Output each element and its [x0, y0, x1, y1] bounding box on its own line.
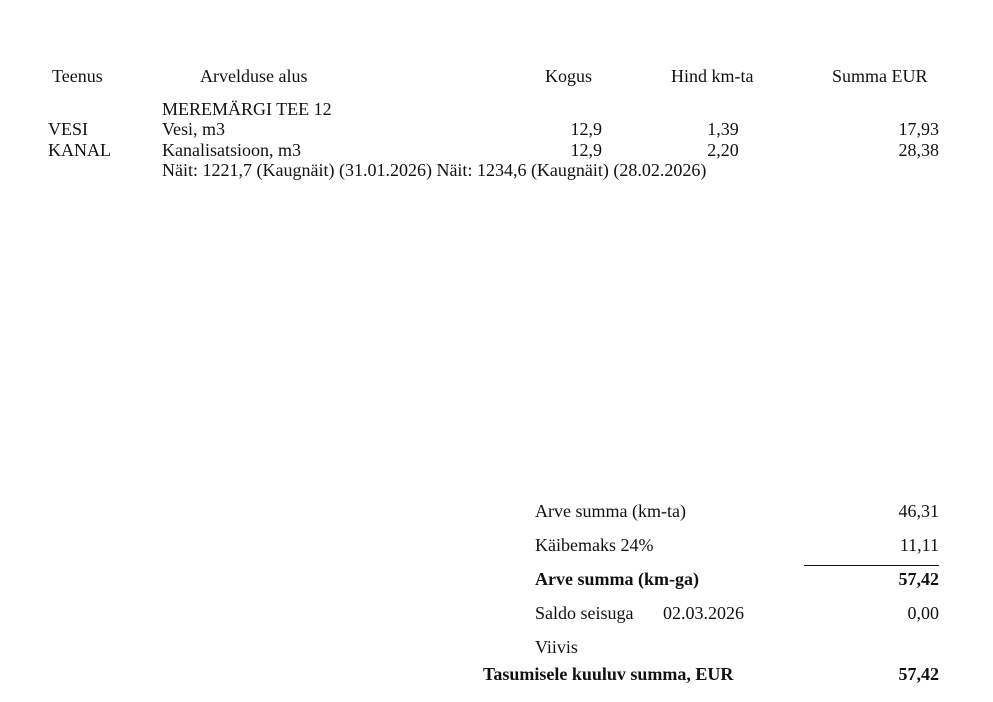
gross-total-value: 57,42	[898, 569, 939, 589]
row-basis: Kanalisatsioon, m3	[162, 140, 301, 160]
header-quantity: Kogus	[545, 66, 593, 86]
balance-value: 0,00	[907, 603, 939, 623]
row-sum: 28,38	[898, 140, 939, 160]
row-quantity: 12,9	[570, 119, 602, 139]
net-total-label: Arve summa (km-ta)	[535, 501, 686, 521]
vat-value: 11,11	[899, 535, 939, 555]
gross-total-label: Arve summa (km-ga)	[535, 569, 699, 589]
penalty-label: Viivis	[535, 637, 578, 657]
service-address: MEREMÄRGI TEE 12	[162, 99, 332, 119]
row-price: 2,20	[707, 140, 739, 160]
meter-note: Näit: 1221,7 (Kaugnäit) (31.01.2026) Näit: 1234,6 (Kaugnäit) (28.02.2026)	[162, 160, 707, 180]
header-unit-price: Hind km-ta	[671, 66, 754, 86]
subtotal-rule	[804, 565, 939, 566]
row-service: VESI	[48, 119, 88, 139]
row-sum: 17,93	[898, 119, 939, 139]
row-price: 1,39	[707, 119, 739, 139]
header-sum: Summa EUR	[832, 66, 928, 86]
row-basis: Vesi, m3	[162, 119, 225, 139]
vat-label: Käibemaks 24%	[535, 535, 654, 555]
net-total-value: 46,31	[898, 501, 939, 521]
amount-due-value: 57,42	[898, 664, 939, 684]
balance-label: Saldo seisuga	[535, 603, 634, 623]
header-service: Teenus	[52, 66, 103, 86]
row-service: KANAL	[48, 140, 111, 160]
amount-due-label: Tasumisele kuuluv summa, EUR	[483, 664, 734, 684]
balance-date: 02.03.2026	[663, 603, 744, 623]
row-quantity: 12,9	[570, 140, 602, 160]
header-basis: Arvelduse alus	[200, 66, 308, 86]
